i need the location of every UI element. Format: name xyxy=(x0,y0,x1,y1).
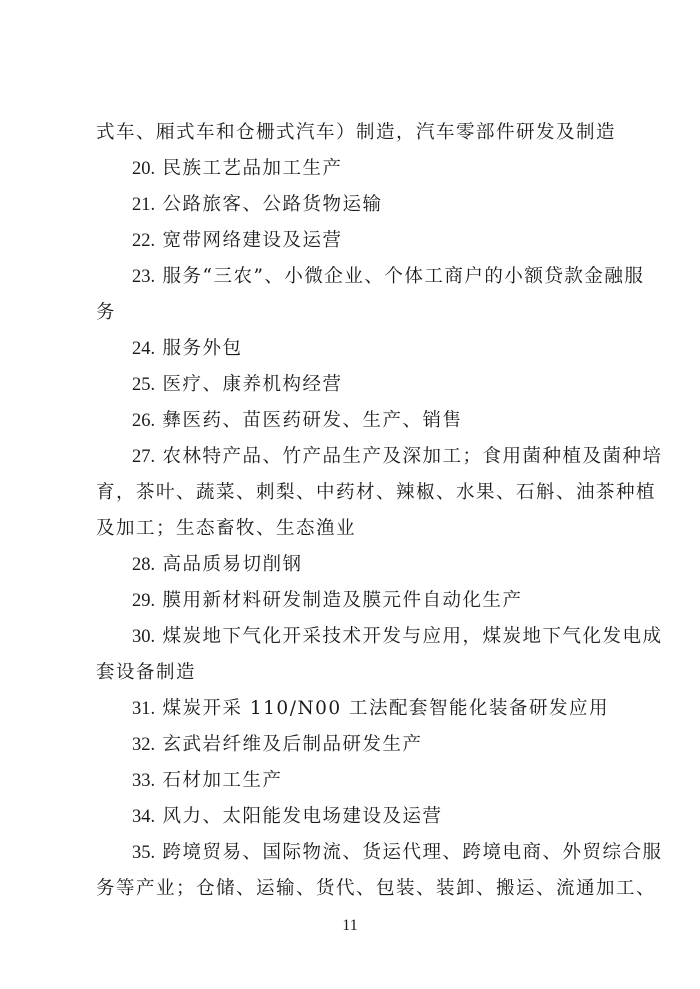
item-text: 服务外包 xyxy=(162,338,243,359)
item-number: 27. xyxy=(132,447,156,467)
list-item-33 xyxy=(132,770,283,792)
item-number: 24. xyxy=(132,339,156,359)
list-item-30 xyxy=(132,626,663,648)
list-item-34 xyxy=(132,806,443,828)
item-number: 25. xyxy=(132,375,156,395)
item-number: 30. xyxy=(132,627,156,647)
list-item-22 xyxy=(132,230,343,252)
item-number: 31. xyxy=(132,699,156,719)
page-number: 11 xyxy=(342,917,358,934)
list-item-25 xyxy=(132,374,343,396)
item-text: 煤炭地下气化开采技术开发与应用，煤炭地下气化发电成 xyxy=(162,626,663,647)
list-item-30-continuation: 套设备制造 xyxy=(96,662,197,683)
list-item-23-continuation: 务 xyxy=(96,302,117,323)
item-text: 风力、太阳能发电场建设及运营 xyxy=(162,806,443,827)
list-item-20 xyxy=(132,158,343,180)
item-text: 煤炭开采 110/N00 工法配套智能化装备研发应用 xyxy=(162,698,610,719)
item-text: 膜用新材料研发制造及膜元件自动化生产 xyxy=(162,590,523,611)
item-number: 29. xyxy=(132,591,156,611)
list-item-26 xyxy=(132,410,463,432)
item-text: 农林特产品、竹产品生产及深加工；食用菌种植及菌种培 xyxy=(162,446,663,467)
list-item-28 xyxy=(132,554,303,576)
item-text: 服务“三农”、小微企业、个体工商户的小额贷款金融服 xyxy=(162,266,645,287)
list-item-35-continuation: 务等产业；仓储、运输、货代、包装、装卸、搬运、流通加工、 xyxy=(96,878,657,899)
item-number: 32. xyxy=(132,735,156,755)
list-item-21 xyxy=(132,194,383,216)
list-item-27-continuation: 育，茶叶、蔬菜、刺梨、中药材、辣椒、水果、石斛、油茶种植 xyxy=(96,482,657,503)
list-item-23 xyxy=(132,266,644,288)
item-text: 彝医药、苗医药研发、生产、销售 xyxy=(162,410,463,431)
list-item-35 xyxy=(132,842,663,864)
item-number: 21. xyxy=(132,195,156,215)
item-text: 玄武岩纤维及后制品研发生产 xyxy=(162,734,423,755)
item-number: 34. xyxy=(132,807,156,827)
list-item-27-continuation: 及加工；生态畜牧、生态渔业 xyxy=(96,518,357,539)
item-text: 宽带网络建设及运营 xyxy=(162,230,343,251)
item-text: 高品质易切削钢 xyxy=(162,554,303,575)
list-item-32 xyxy=(132,734,423,756)
item-number: 23. xyxy=(132,267,156,287)
item-text: 医疗、康养机构经营 xyxy=(162,374,343,395)
item-text: 跨境贸易、国际物流、货运代理、跨境电商、外贸综合服 xyxy=(162,842,663,863)
item-number: 28. xyxy=(132,555,156,575)
item-number: 26. xyxy=(132,411,156,431)
item-number: 20. xyxy=(132,159,156,179)
list-item-27 xyxy=(132,446,663,468)
item-text: 石材加工生产 xyxy=(162,770,283,791)
list-item-29 xyxy=(132,590,523,612)
list-item-24 xyxy=(132,338,243,360)
list-item-31 xyxy=(132,698,609,720)
item-text: 民族工艺品加工生产 xyxy=(162,158,343,179)
item-number: 33. xyxy=(132,771,156,791)
item-number: 35. xyxy=(132,843,156,863)
item-number: 22. xyxy=(132,231,156,251)
item-text: 公路旅客、公路货物运输 xyxy=(162,194,383,215)
continuation-line: 式车、厢式车和仓栅式汽车）制造，汽车零部件研发及制造 xyxy=(96,122,617,143)
